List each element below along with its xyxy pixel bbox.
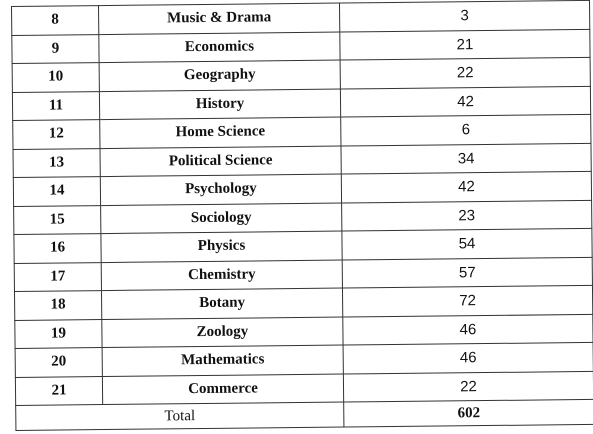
serial-number-cell: 17 (14, 262, 101, 291)
subject-cell: Sociology (101, 203, 342, 234)
total-row (16, 399, 593, 430)
subject-cell: Commerce (102, 374, 343, 405)
subject-cell: Home Science (100, 117, 341, 148)
subject-cell: Zoology (102, 317, 343, 348)
count-cell: 46 (343, 314, 593, 345)
serial-number-cell: 14 (13, 177, 100, 206)
total-label: Total (16, 402, 344, 430)
serial-number-cell: 9 (12, 34, 99, 63)
count-cell: 42 (341, 171, 591, 202)
count-cell: 54 (342, 228, 592, 259)
subject-cell: History (99, 89, 340, 120)
count-cell: 6 (341, 114, 591, 145)
serial-number-cell: 8 (12, 6, 99, 35)
serial-number-cell: 12 (13, 120, 100, 149)
count-cell: 72 (342, 285, 592, 316)
serial-number-cell: 18 (14, 291, 101, 320)
count-cell: 22 (340, 57, 590, 88)
subject-cell: Political Science (100, 146, 341, 177)
total-value: 602 (344, 399, 593, 427)
count-cell: 46 (343, 342, 593, 373)
subject-cell: Botany (101, 288, 342, 319)
subject-count-table (11, 0, 593, 431)
count-cell: 42 (340, 86, 590, 117)
subject-cell: Economics (99, 32, 340, 63)
subject-cell: Geography (99, 60, 340, 91)
serial-number-cell: 15 (14, 205, 101, 234)
count-cell: 23 (342, 200, 592, 231)
subject-cell: Physics (101, 231, 342, 262)
subject-cell: Music & Drama (99, 3, 340, 34)
subject-cell: Psychology (100, 174, 341, 205)
serial-number-cell: 16 (14, 234, 101, 263)
count-cell: 57 (342, 257, 592, 288)
serial-number-cell: 13 (13, 148, 100, 177)
serial-number-cell: 21 (15, 376, 102, 405)
document-page (11, 0, 590, 431)
serial-number-cell: 11 (12, 91, 99, 120)
serial-number-cell: 10 (12, 63, 99, 92)
subject-cell: Chemistry (101, 260, 342, 291)
subject-cell: Mathematics (102, 345, 343, 376)
serial-number-cell: 20 (15, 348, 102, 377)
count-cell: 3 (339, 0, 589, 31)
count-cell: 22 (343, 371, 593, 402)
serial-number-cell: 19 (15, 319, 102, 348)
count-cell: 21 (340, 29, 590, 60)
count-cell: 34 (341, 143, 591, 174)
